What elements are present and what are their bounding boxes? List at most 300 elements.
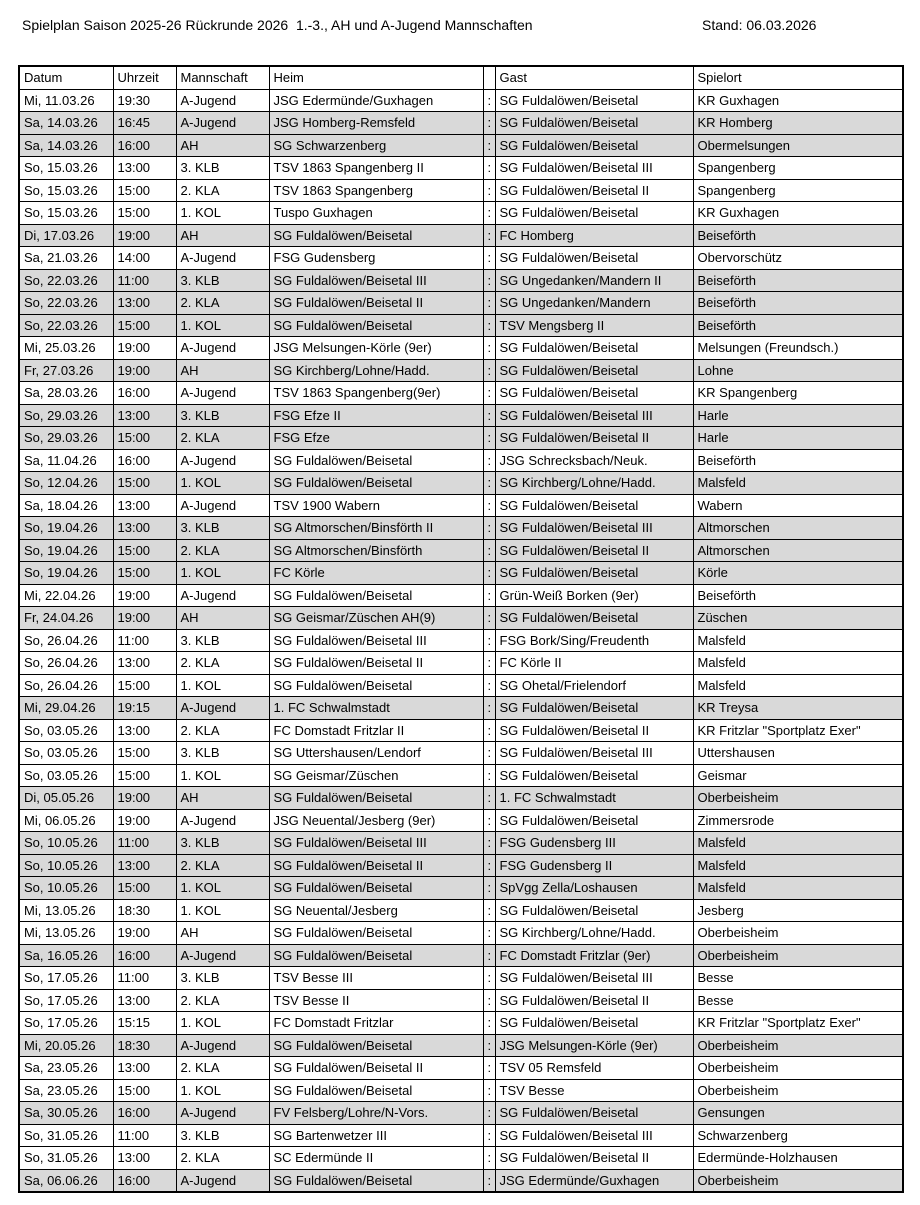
cell-home: TSV 1900 Wabern <box>269 494 483 517</box>
table-row <box>19 112 903 135</box>
cell-home: SG Fuldalöwen/Beisetal <box>269 877 483 900</box>
cell-time: 15:00 <box>113 877 176 900</box>
cell-guest: SG Fuldalöwen/Beisetal <box>495 359 693 382</box>
cell-team: 1. KOL <box>176 472 269 495</box>
cell-home: Tuspo Guxhagen <box>269 202 483 225</box>
cell-home: SG Fuldalöwen/Beisetal <box>269 449 483 472</box>
cell-sep: : <box>483 134 495 157</box>
table-row <box>19 314 903 337</box>
cell-team: A-Jugend <box>176 337 269 360</box>
table-row <box>19 269 903 292</box>
column-header-home: Heim <box>269 66 483 89</box>
cell-team: 1. KOL <box>176 877 269 900</box>
cell-home: SG Fuldalöwen/Beisetal II <box>269 292 483 315</box>
table-row <box>19 697 903 720</box>
table-row <box>19 989 903 1012</box>
cell-guest: SG Fuldalöwen/Beisetal <box>495 1102 693 1125</box>
cell-time: 11:00 <box>113 1124 176 1147</box>
cell-team: A-Jugend <box>176 449 269 472</box>
cell-team: 3. KLB <box>176 157 269 180</box>
cell-date: Sa, 14.03.26 <box>19 112 113 135</box>
cell-home: TSV Besse III <box>269 967 483 990</box>
cell-team: 3. KLB <box>176 629 269 652</box>
cell-venue: Malsfeld <box>693 472 903 495</box>
cell-date: So, 12.04.26 <box>19 472 113 495</box>
cell-venue: Beiseförth <box>693 292 903 315</box>
cell-team: 2. KLA <box>176 989 269 1012</box>
cell-venue: Jesberg <box>693 899 903 922</box>
cell-venue: Oberbeisheim <box>693 922 903 945</box>
cell-team: 1. KOL <box>176 314 269 337</box>
cell-guest: JSG Schrecksbach/Neuk. <box>495 449 693 472</box>
cell-guest: SG Fuldalöwen/Beisetal <box>495 89 693 112</box>
cell-guest: SG Fuldalöwen/Beisetal II <box>495 179 693 202</box>
cell-date: Mi, 11.03.26 <box>19 89 113 112</box>
cell-date: Sa, 16.05.26 <box>19 944 113 967</box>
cell-team: A-Jugend <box>176 584 269 607</box>
table-row <box>19 1079 903 1102</box>
cell-venue: Zimmersrode <box>693 809 903 832</box>
cell-home: SG Fuldalöwen/Beisetal <box>269 787 483 810</box>
table-row <box>19 1012 903 1035</box>
cell-venue: Beiseförth <box>693 449 903 472</box>
table-row <box>19 382 903 405</box>
schedule-table <box>18 65 904 1193</box>
table-row <box>19 584 903 607</box>
cell-date: Di, 17.03.26 <box>19 224 113 247</box>
cell-time: 15:00 <box>113 742 176 765</box>
cell-guest: SG Fuldalöwen/Beisetal <box>495 202 693 225</box>
cell-time: 13:00 <box>113 517 176 540</box>
cell-time: 13:00 <box>113 652 176 675</box>
cell-guest: SG Fuldalöwen/Beisetal III <box>495 157 693 180</box>
cell-time: 19:00 <box>113 224 176 247</box>
cell-sep: : <box>483 764 495 787</box>
cell-home: SG Fuldalöwen/Beisetal <box>269 1034 483 1057</box>
cell-time: 15:00 <box>113 179 176 202</box>
cell-guest: SG Fuldalöwen/Beisetal <box>495 1012 693 1035</box>
cell-date: Sa, 06.06.26 <box>19 1169 113 1192</box>
cell-team: A-Jugend <box>176 1034 269 1057</box>
cell-time: 18:30 <box>113 899 176 922</box>
cell-date: So, 26.04.26 <box>19 652 113 675</box>
cell-time: 13:00 <box>113 1057 176 1080</box>
cell-date: Sa, 23.05.26 <box>19 1057 113 1080</box>
cell-guest: SpVgg Zella/Loshausen <box>495 877 693 900</box>
cell-home: FSG Efze <box>269 427 483 450</box>
table-row <box>19 607 903 630</box>
cell-venue: Malsfeld <box>693 629 903 652</box>
cell-team: 2. KLA <box>176 179 269 202</box>
table-row <box>19 89 903 112</box>
cell-sep: : <box>483 899 495 922</box>
cell-home: SG Fuldalöwen/Beisetal <box>269 472 483 495</box>
cell-guest: SG Ungedanken/Mandern II <box>495 269 693 292</box>
cell-date: So, 15.03.26 <box>19 202 113 225</box>
cell-team: A-Jugend <box>176 697 269 720</box>
cell-sep: : <box>483 292 495 315</box>
cell-guest: JSG Edermünde/Guxhagen <box>495 1169 693 1192</box>
table-row <box>19 1169 903 1192</box>
table-row <box>19 674 903 697</box>
cell-sep: : <box>483 157 495 180</box>
cell-team: 1. KOL <box>176 202 269 225</box>
cell-date: So, 03.05.26 <box>19 764 113 787</box>
cell-sep: : <box>483 337 495 360</box>
cell-venue: KR Treysa <box>693 697 903 720</box>
cell-team: 2. KLA <box>176 539 269 562</box>
table-row <box>19 247 903 270</box>
cell-date: Mi, 06.05.26 <box>19 809 113 832</box>
cell-time: 16:00 <box>113 134 176 157</box>
cell-team: AH <box>176 607 269 630</box>
cell-team: AH <box>176 787 269 810</box>
cell-home: SG Neuental/Jesberg <box>269 899 483 922</box>
cell-guest: FC Domstadt Fritzlar (9er) <box>495 944 693 967</box>
cell-sep: : <box>483 427 495 450</box>
cell-venue: Oberbeisheim <box>693 787 903 810</box>
cell-sep: : <box>483 1124 495 1147</box>
column-header-venue: Spielort <box>693 66 903 89</box>
cell-guest: 1. FC Schwalmstadt <box>495 787 693 810</box>
cell-time: 19:00 <box>113 337 176 360</box>
cell-date: So, 29.03.26 <box>19 427 113 450</box>
cell-date: Mi, 13.05.26 <box>19 899 113 922</box>
cell-sep: : <box>483 809 495 832</box>
table-row <box>19 922 903 945</box>
cell-venue: Wabern <box>693 494 903 517</box>
cell-time: 16:00 <box>113 449 176 472</box>
cell-date: Sa, 28.03.26 <box>19 382 113 405</box>
cell-venue: Beiseförth <box>693 269 903 292</box>
cell-venue: Altmorschen <box>693 517 903 540</box>
cell-time: 15:00 <box>113 674 176 697</box>
cell-venue: KR Guxhagen <box>693 89 903 112</box>
cell-sep: : <box>483 877 495 900</box>
column-header-date: Datum <box>19 66 113 89</box>
cell-home: TSV Besse II <box>269 989 483 1012</box>
table-row <box>19 404 903 427</box>
cell-sep: : <box>483 562 495 585</box>
cell-time: 15:00 <box>113 472 176 495</box>
cell-guest: SG Fuldalöwen/Beisetal <box>495 337 693 360</box>
cell-venue: Harle <box>693 427 903 450</box>
cell-guest: SG Fuldalöwen/Beisetal II <box>495 1147 693 1170</box>
cell-sep: : <box>483 224 495 247</box>
cell-guest: SG Fuldalöwen/Beisetal II <box>495 539 693 562</box>
cell-home: TSV 1863 Spangenberg II <box>269 157 483 180</box>
table-row <box>19 899 903 922</box>
table-row <box>19 719 903 742</box>
cell-home: 1. FC Schwalmstadt <box>269 697 483 720</box>
cell-home: SG Fuldalöwen/Beisetal <box>269 674 483 697</box>
cell-home: SG Fuldalöwen/Beisetal <box>269 944 483 967</box>
cell-venue: Beiseförth <box>693 224 903 247</box>
cell-home: FC Körle <box>269 562 483 585</box>
cell-guest: TSV 05 Remsfeld <box>495 1057 693 1080</box>
cell-time: 18:30 <box>113 1034 176 1057</box>
table-row <box>19 967 903 990</box>
cell-venue: Malsfeld <box>693 674 903 697</box>
cell-team: A-Jugend <box>176 1169 269 1192</box>
cell-venue: Malsfeld <box>693 854 903 877</box>
column-header-sep <box>483 66 495 89</box>
cell-team: 1. KOL <box>176 764 269 787</box>
cell-team: 2. KLA <box>176 1057 269 1080</box>
table-row <box>19 427 903 450</box>
cell-home: SG Geismar/Züschen AH(9) <box>269 607 483 630</box>
cell-time: 15:00 <box>113 314 176 337</box>
table-row <box>19 562 903 585</box>
cell-guest: SG Fuldalöwen/Beisetal <box>495 562 693 585</box>
header-row <box>19 66 903 89</box>
cell-sep: : <box>483 697 495 720</box>
cell-sep: : <box>483 269 495 292</box>
cell-home: SG Fuldalöwen/Beisetal <box>269 584 483 607</box>
cell-venue: Züschen <box>693 607 903 630</box>
table-row <box>19 629 903 652</box>
cell-venue: Melsungen (Freundsch.) <box>693 337 903 360</box>
column-header-team: Mannschaft <box>176 66 269 89</box>
cell-team: 3. KLB <box>176 1124 269 1147</box>
cell-sep: : <box>483 742 495 765</box>
schedule-header <box>19 66 903 89</box>
cell-guest: SG Ohetal/Frielendorf <box>495 674 693 697</box>
cell-team: AH <box>176 922 269 945</box>
cell-date: So, 19.04.26 <box>19 517 113 540</box>
cell-guest: SG Fuldalöwen/Beisetal <box>495 899 693 922</box>
cell-time: 15:00 <box>113 1079 176 1102</box>
cell-sep: : <box>483 1057 495 1080</box>
cell-sep: : <box>483 719 495 742</box>
cell-time: 13:00 <box>113 1147 176 1170</box>
cell-date: So, 31.05.26 <box>19 1147 113 1170</box>
cell-guest: SG Fuldalöwen/Beisetal <box>495 494 693 517</box>
cell-time: 15:00 <box>113 764 176 787</box>
table-row <box>19 449 903 472</box>
cell-team: 2. KLA <box>176 652 269 675</box>
cell-sep: : <box>483 1102 495 1125</box>
cell-team: A-Jugend <box>176 382 269 405</box>
cell-sep: : <box>483 674 495 697</box>
cell-venue: KR Fritzlar "Sportplatz Exer" <box>693 1012 903 1035</box>
cell-guest: TSV Mengsberg II <box>495 314 693 337</box>
cell-date: Mi, 13.05.26 <box>19 922 113 945</box>
page-title: Spielplan Saison 2025-26 Rückrunde 2026 1.-3., AH und A-Jugend Mannschaften <box>22 17 533 33</box>
table-row <box>19 517 903 540</box>
cell-sep: : <box>483 922 495 945</box>
cell-venue: KR Homberg <box>693 112 903 135</box>
cell-home: SG Altmorschen/Binsförth <box>269 539 483 562</box>
cell-sep: : <box>483 539 495 562</box>
cell-guest: SG Kirchberg/Lohne/Hadd. <box>495 472 693 495</box>
cell-sep: : <box>483 1012 495 1035</box>
cell-time: 19:00 <box>113 607 176 630</box>
cell-date: So, 31.05.26 <box>19 1124 113 1147</box>
cell-date: Sa, 30.05.26 <box>19 1102 113 1125</box>
cell-time: 15:00 <box>113 427 176 450</box>
cell-home: SG Fuldalöwen/Beisetal III <box>269 832 483 855</box>
cell-team: 2. KLA <box>176 427 269 450</box>
cell-date: So, 17.05.26 <box>19 967 113 990</box>
table-row <box>19 809 903 832</box>
cell-time: 13:00 <box>113 404 176 427</box>
cell-time: 16:00 <box>113 1169 176 1192</box>
cell-guest: FSG Gudensberg III <box>495 832 693 855</box>
cell-time: 16:00 <box>113 944 176 967</box>
cell-time: 19:30 <box>113 89 176 112</box>
cell-venue: Oberbeisheim <box>693 1034 903 1057</box>
cell-date: So, 17.05.26 <box>19 989 113 1012</box>
cell-sep: : <box>483 944 495 967</box>
cell-guest: SG Fuldalöwen/Beisetal <box>495 134 693 157</box>
cell-time: 19:00 <box>113 359 176 382</box>
cell-guest: SG Fuldalöwen/Beisetal II <box>495 989 693 1012</box>
table-row <box>19 337 903 360</box>
cell-venue: Harle <box>693 404 903 427</box>
cell-time: 11:00 <box>113 629 176 652</box>
cell-time: 13:00 <box>113 854 176 877</box>
cell-venue: Spangenberg <box>693 179 903 202</box>
cell-sep: : <box>483 179 495 202</box>
cell-venue: Besse <box>693 989 903 1012</box>
cell-venue: Spangenberg <box>693 157 903 180</box>
cell-guest: SG Fuldalöwen/Beisetal III <box>495 742 693 765</box>
cell-home: SG Fuldalöwen/Beisetal <box>269 1169 483 1192</box>
cell-team: AH <box>176 224 269 247</box>
table-row <box>19 877 903 900</box>
cell-sep: : <box>483 359 495 382</box>
cell-home: JSG Homberg-Remsfeld <box>269 112 483 135</box>
cell-date: Sa, 21.03.26 <box>19 247 113 270</box>
cell-home: SC Edermünde II <box>269 1147 483 1170</box>
cell-time: 19:00 <box>113 922 176 945</box>
cell-home: TSV 1863 Spangenberg(9er) <box>269 382 483 405</box>
cell-team: AH <box>176 134 269 157</box>
cell-date: So, 03.05.26 <box>19 719 113 742</box>
cell-home: SG Fuldalöwen/Beisetal III <box>269 629 483 652</box>
cell-date: So, 15.03.26 <box>19 179 113 202</box>
cell-venue: Obervorschütz <box>693 247 903 270</box>
cell-team: AH <box>176 359 269 382</box>
cell-home: SG Fuldalöwen/Beisetal II <box>269 652 483 675</box>
cell-venue: Malsfeld <box>693 652 903 675</box>
cell-home: SG Fuldalöwen/Beisetal <box>269 224 483 247</box>
cell-guest: FSG Bork/Sing/Freudenth <box>495 629 693 652</box>
cell-guest: SG Fuldalöwen/Beisetal <box>495 607 693 630</box>
cell-venue: Altmorschen <box>693 539 903 562</box>
cell-guest: SG Fuldalöwen/Beisetal <box>495 809 693 832</box>
cell-team: 1. KOL <box>176 899 269 922</box>
cell-home: SG Bartenwetzer III <box>269 1124 483 1147</box>
cell-guest: JSG Melsungen-Körle (9er) <box>495 1034 693 1057</box>
cell-team: A-Jugend <box>176 247 269 270</box>
cell-team: 2. KLA <box>176 719 269 742</box>
cell-sep: : <box>483 404 495 427</box>
cell-team: 3. KLB <box>176 967 269 990</box>
cell-guest: FSG Gudensberg II <box>495 854 693 877</box>
cell-date: Fr, 27.03.26 <box>19 359 113 382</box>
cell-team: A-Jugend <box>176 1102 269 1125</box>
cell-time: 14:00 <box>113 247 176 270</box>
table-row <box>19 539 903 562</box>
cell-team: A-Jugend <box>176 89 269 112</box>
table-row <box>19 832 903 855</box>
table-row <box>19 1147 903 1170</box>
cell-sep: : <box>483 629 495 652</box>
cell-date: Mi, 25.03.26 <box>19 337 113 360</box>
column-header-guest: Gast <box>495 66 693 89</box>
cell-venue: Körle <box>693 562 903 585</box>
cell-venue: Oberbeisheim <box>693 944 903 967</box>
cell-date: So, 03.05.26 <box>19 742 113 765</box>
cell-home: SG Fuldalöwen/Beisetal II <box>269 1057 483 1080</box>
table-row <box>19 157 903 180</box>
cell-date: Sa, 14.03.26 <box>19 134 113 157</box>
cell-venue: Schwarzenberg <box>693 1124 903 1147</box>
cell-venue: KR Fritzlar "Sportplatz Exer" <box>693 719 903 742</box>
cell-sep: : <box>483 89 495 112</box>
cell-team: 2. KLA <box>176 854 269 877</box>
cell-home: FC Domstadt Fritzlar II <box>269 719 483 742</box>
cell-team: 2. KLA <box>176 1147 269 1170</box>
cell-time: 16:00 <box>113 1102 176 1125</box>
cell-guest: SG Ungedanken/Mandern <box>495 292 693 315</box>
cell-sep: : <box>483 112 495 135</box>
cell-sep: : <box>483 1079 495 1102</box>
cell-date: So, 19.04.26 <box>19 562 113 585</box>
cell-date: Mi, 22.04.26 <box>19 584 113 607</box>
cell-time: 13:00 <box>113 989 176 1012</box>
cell-time: 19:15 <box>113 697 176 720</box>
cell-sep: : <box>483 449 495 472</box>
cell-date: So, 15.03.26 <box>19 157 113 180</box>
cell-date: So, 17.05.26 <box>19 1012 113 1035</box>
cell-home: SG Fuldalöwen/Beisetal III <box>269 269 483 292</box>
cell-venue: Beiseförth <box>693 584 903 607</box>
cell-guest: SG Fuldalöwen/Beisetal <box>495 247 693 270</box>
cell-home: SG Geismar/Züschen <box>269 764 483 787</box>
cell-time: 11:00 <box>113 832 176 855</box>
table-row <box>19 652 903 675</box>
cell-sep: : <box>483 989 495 1012</box>
cell-sep: : <box>483 1147 495 1170</box>
cell-guest: FC Homberg <box>495 224 693 247</box>
cell-time: 11:00 <box>113 967 176 990</box>
stand-date: Stand: 06.03.2026 <box>702 17 817 33</box>
cell-venue: Beiseförth <box>693 314 903 337</box>
cell-venue: Gensungen <box>693 1102 903 1125</box>
cell-date: Sa, 23.05.26 <box>19 1079 113 1102</box>
cell-team: A-Jugend <box>176 944 269 967</box>
cell-venue: Besse <box>693 967 903 990</box>
cell-time: 19:00 <box>113 809 176 832</box>
cell-team: 1. KOL <box>176 1079 269 1102</box>
cell-team: A-Jugend <box>176 494 269 517</box>
cell-date: So, 10.05.26 <box>19 832 113 855</box>
cell-time: 15:15 <box>113 1012 176 1035</box>
cell-date: Mi, 29.04.26 <box>19 697 113 720</box>
table-row <box>19 292 903 315</box>
cell-home: FV Felsberg/Lohre/N-Vors. <box>269 1102 483 1125</box>
cell-team: 2. KLA <box>176 292 269 315</box>
cell-venue: Oberbeisheim <box>693 1079 903 1102</box>
cell-venue: KR Spangenberg <box>693 382 903 405</box>
cell-time: 15:00 <box>113 562 176 585</box>
cell-team: 1. KOL <box>176 674 269 697</box>
cell-home: SG Uttershausen/Lendorf <box>269 742 483 765</box>
cell-time: 13:00 <box>113 292 176 315</box>
